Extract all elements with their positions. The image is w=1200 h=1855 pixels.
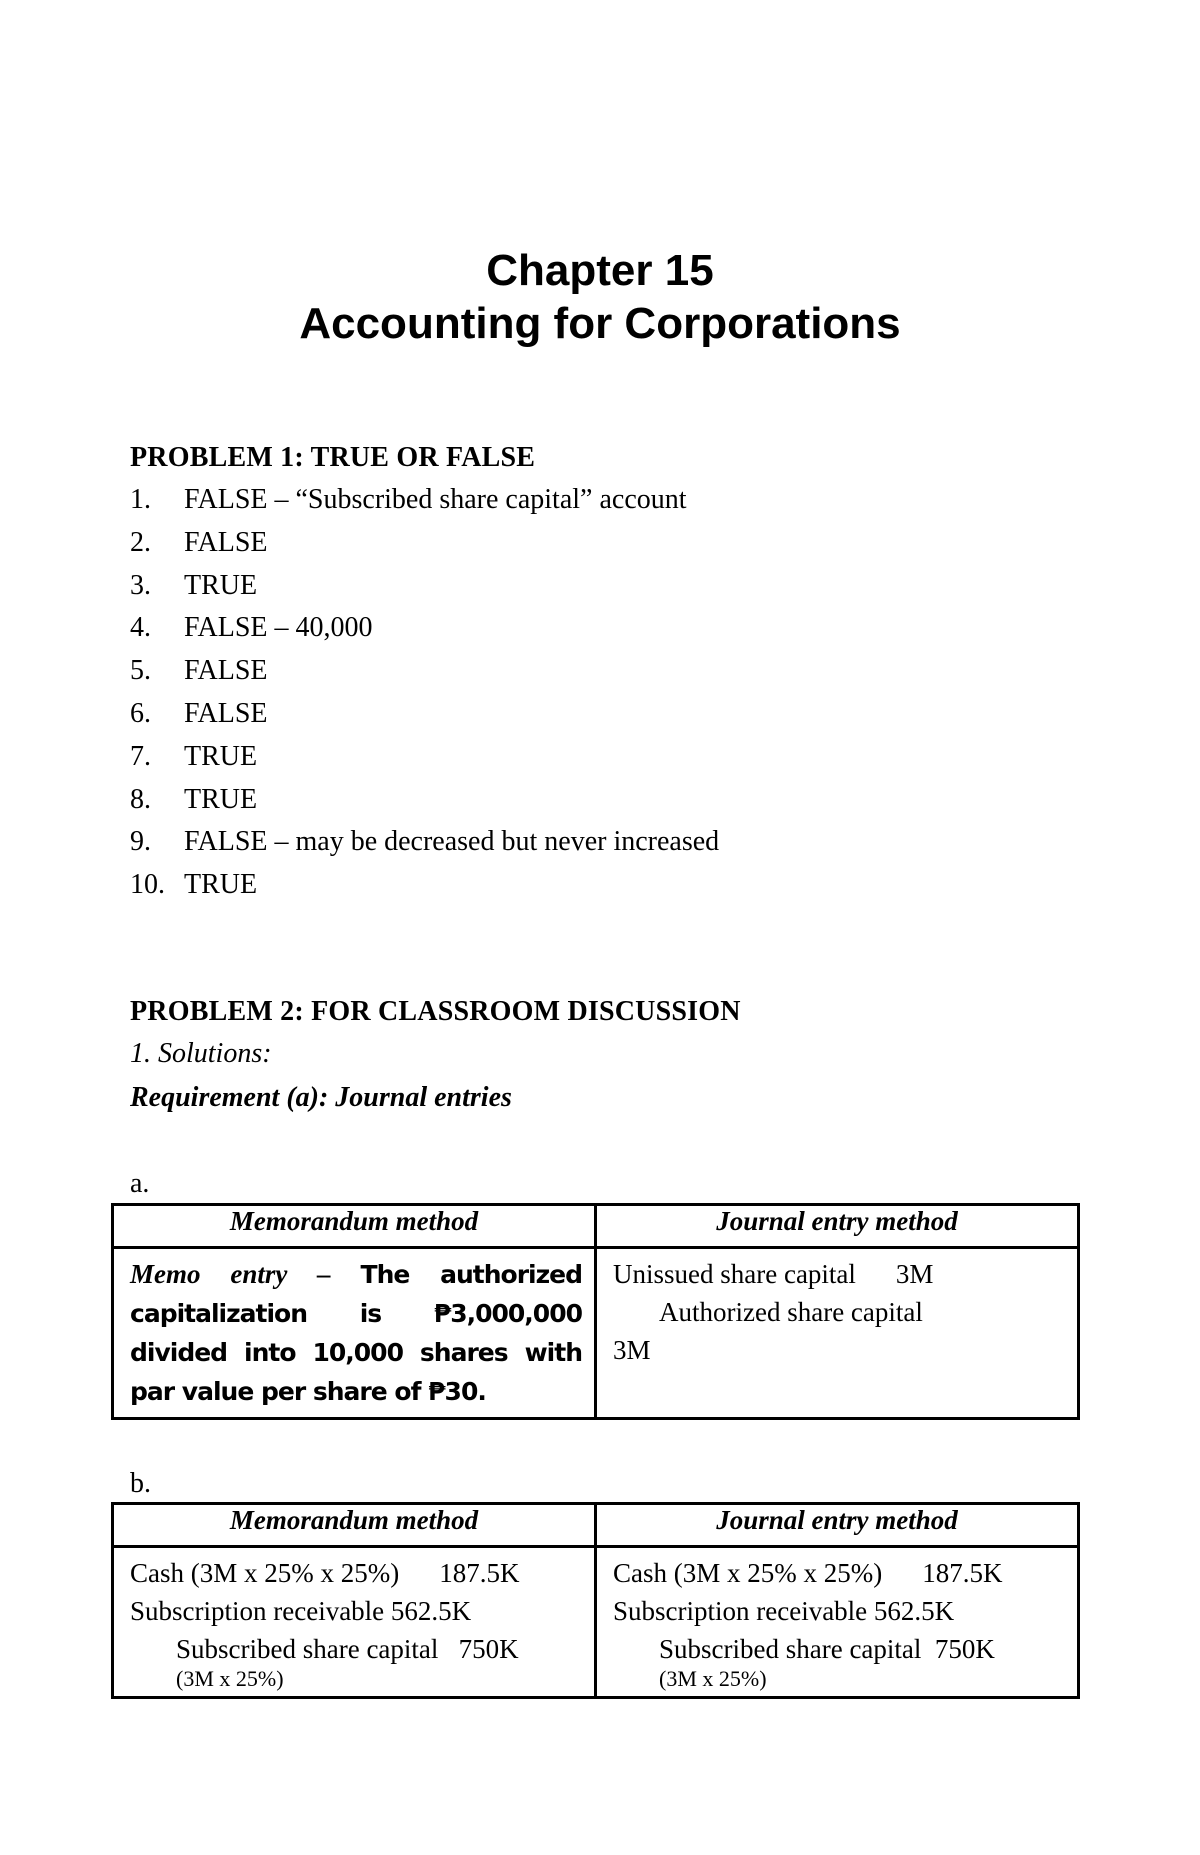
answer-text: TRUE: [184, 570, 258, 601]
answer-number: 5.: [130, 655, 151, 686]
answer-item: [130, 824, 719, 860]
answer-text: FALSE: [184, 655, 268, 686]
answer-number: 4.: [130, 612, 151, 643]
chapter-title: Accounting for Corporations: [299, 299, 901, 348]
answer-number: 10.: [130, 869, 165, 900]
answer-item: [130, 739, 257, 775]
memo-text: The authorized capitalization is ₱3,000,000 divided into 10,000 shares with par value per share of ₱30.: [130, 1260, 583, 1406]
memo-subscribed-account: Subscribed share capital: [176, 1634, 439, 1664]
journal-credit-account: Authorized share capital: [659, 1297, 923, 1327]
part-b-journal-cell: [596, 1547, 1079, 1698]
journal-subscribed-account: Subscribed share capital: [659, 1634, 922, 1664]
chapter-number: Chapter 15: [486, 246, 714, 295]
answer-number: 3.: [130, 570, 151, 601]
answer-item: [130, 696, 268, 732]
journal-subscribed-note: (3M x 25%): [659, 1666, 767, 1691]
part-b-memo-cell: [113, 1547, 596, 1698]
answer-text: FALSE – “Subscribed share capital” account: [184, 484, 687, 515]
answer-text: TRUE: [184, 784, 258, 815]
part-a-label: a.: [130, 1168, 150, 1199]
part-b-label: b.: [130, 1468, 151, 1499]
answer-text: TRUE: [184, 869, 258, 900]
journal-cash-account: Cash (3M x 25% x 25%): [613, 1558, 883, 1588]
part-b-table: [111, 1502, 1080, 1699]
part-a-memorandum-header: Memorandum method: [113, 1205, 596, 1248]
journal-debit-amount: 3M: [895, 1259, 934, 1289]
answer-text: FALSE – may be decreased but never increased: [184, 826, 720, 857]
answer-number: 1.: [130, 484, 151, 515]
part-a-memo-cell: [113, 1248, 596, 1419]
problem1-heading: PROBLEM 1: TRUE OR FALSE: [130, 442, 536, 473]
answer-number: 7.: [130, 741, 151, 772]
answer-item: [130, 867, 257, 903]
answer-number: 6.: [130, 698, 151, 729]
answer-item: [130, 653, 268, 689]
journal-cash-amount: 187.5K: [922, 1558, 1003, 1588]
memo-subscribed-note: (3M x 25%): [176, 1666, 284, 1691]
answer-text: FALSE: [184, 527, 268, 558]
answer-text: TRUE: [184, 741, 258, 772]
requirement-label: Requirement (a): Journal entries: [130, 1082, 512, 1113]
part-a-table: [111, 1203, 1080, 1420]
solutions-label: 1. Solutions:: [130, 1038, 272, 1069]
answer-item: [130, 525, 268, 561]
journal-credit-amount: 3M: [613, 1335, 651, 1365]
memo-receivable-account: Subscription receivable: [130, 1596, 385, 1626]
problem2-heading: PROBLEM 2: FOR CLASSROOM DISCUSSION: [130, 996, 741, 1027]
memo-cash-amount: 187.5K: [439, 1558, 520, 1588]
journal-subscribed-amount: 750K: [934, 1634, 995, 1664]
memo-cash-account: Cash (3M x 25% x 25%): [130, 1558, 400, 1588]
part-b-memorandum-header: Memorandum method: [113, 1504, 596, 1547]
answer-item: [130, 610, 373, 646]
part-b-journal-header: Journal entry method: [596, 1504, 1079, 1547]
part-a-journal-cell: [596, 1248, 1079, 1419]
answer-item: [130, 482, 687, 518]
memo-lead: Memo entry –: [130, 1259, 331, 1289]
answer-number: 2.: [130, 527, 151, 558]
journal-receivable-amount: 562.5K: [873, 1596, 955, 1626]
answer-number: 9.: [130, 826, 151, 857]
memo-receivable-amount: 562.5K: [390, 1596, 472, 1626]
part-a-journal-header: Journal entry method: [596, 1205, 1079, 1248]
journal-debit-account: Unissued share capital: [613, 1259, 856, 1289]
memo-subscribed-amount: 750K: [458, 1634, 519, 1664]
journal-receivable-account: Subscription receivable: [613, 1596, 868, 1626]
answer-item: [130, 568, 257, 604]
answer-text: FALSE – 40,000: [184, 612, 373, 643]
answer-item: [130, 782, 257, 818]
answer-text: FALSE: [184, 698, 268, 729]
answer-number: 8.: [130, 784, 151, 815]
